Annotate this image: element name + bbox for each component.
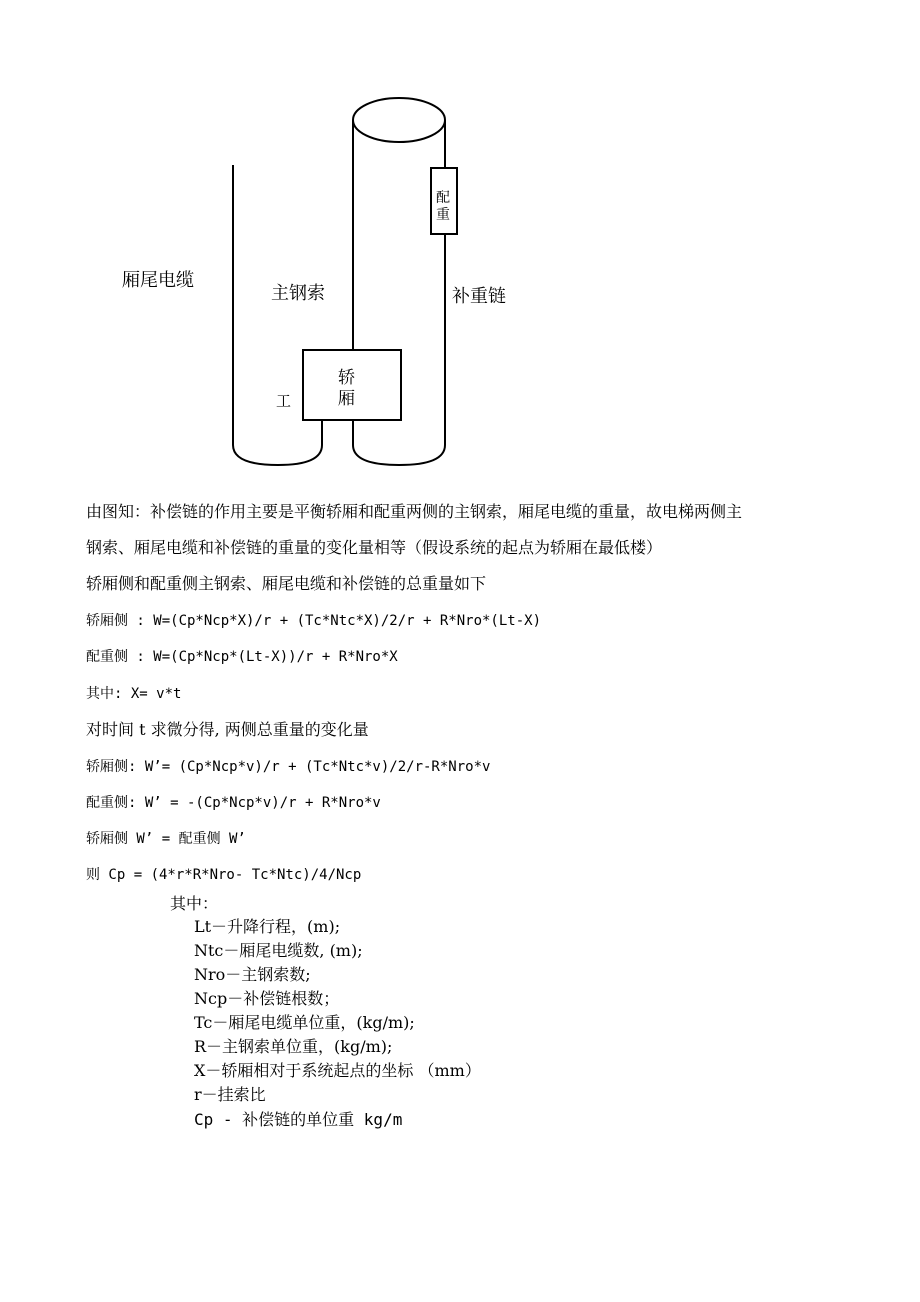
paragraph-line-1: 由图知：补偿链的作用主要是平衡轿厢和配重两侧的主钢索，厢尾电缆的重量，故电梯两侧主	[86, 502, 743, 521]
definition-item: R－主钢索单位重，(kg/m);	[194, 1037, 393, 1056]
differentiation-intro: 对时间 t 求微分得, 两侧总重量的变化量	[86, 720, 369, 739]
equation-car-side: 轿厢侧 : W=(Cp*Ncp*X)/r + (Tc*Ntc*X)/2/r + R*Nro*(Lt-X)	[86, 613, 542, 629]
counterweight-label-2: 重	[436, 207, 450, 223]
sheave-ellipse	[353, 98, 445, 142]
derivative-car-side: 轿厢侧: W’= (Cp*Ncp*v)/r + (Tc*Ntc*v)/2/r-R*Nro*v	[86, 759, 491, 775]
equality-statement: 轿厢侧 W’ = 配重侧 W’	[86, 831, 246, 847]
label-compensation-chain: 补重链	[452, 286, 506, 307]
label-trailing-cable: 厢尾电缆	[122, 270, 194, 291]
definition-item: Nro－主钢索数;	[194, 965, 311, 984]
counterweight-label-1: 配	[436, 190, 450, 206]
definition-item: Ntc－厢尾电缆数, (m);	[194, 941, 363, 960]
car-label-1: 轿	[338, 368, 355, 388]
equation-counterweight-side: 配重侧 : W=(Cp*Ncp*(Lt-X))/r + R*Nro*X	[86, 649, 398, 665]
label-main-rope: 主钢索	[271, 283, 325, 304]
definition-item: r－挂索比	[194, 1085, 266, 1104]
car-label-2: 厢	[338, 389, 355, 409]
result-equation: 则 Cp = (4*r*R*Nro- Tc*Ntc)/4/Ncp	[86, 867, 362, 883]
definition-item: Cp - 补偿链的单位重 kg/m	[194, 1110, 403, 1129]
derivative-counterweight-side: 配重侧: W’ = -(Cp*Ncp*v)/r + R*Nro*v	[86, 795, 381, 811]
definition-item: X－轿厢相对于系统起点的坐标 （mm）	[194, 1061, 481, 1080]
elevator-compensation-diagram	[0, 0, 920, 480]
small-mark: 工	[276, 392, 292, 410]
definition-item: Tc－厢尾电缆单位重，(kg/m);	[194, 1013, 415, 1032]
where-x: 其中: X= v*t	[86, 686, 182, 702]
paragraph-line-2: 钢索、厢尾电缆和补偿链的重量的变化量相等（假设系统的起点为轿厢在最低楼）	[86, 538, 663, 557]
definition-item: Lt－升降行程，(m);	[194, 917, 341, 936]
paragraph-totals: 轿厢侧和配重侧主钢索、厢尾电缆和补偿链的总重量如下	[86, 574, 487, 593]
definition-item: Ncp－补偿链根数；	[194, 989, 340, 1008]
definitions-title: 其中：	[170, 894, 219, 913]
